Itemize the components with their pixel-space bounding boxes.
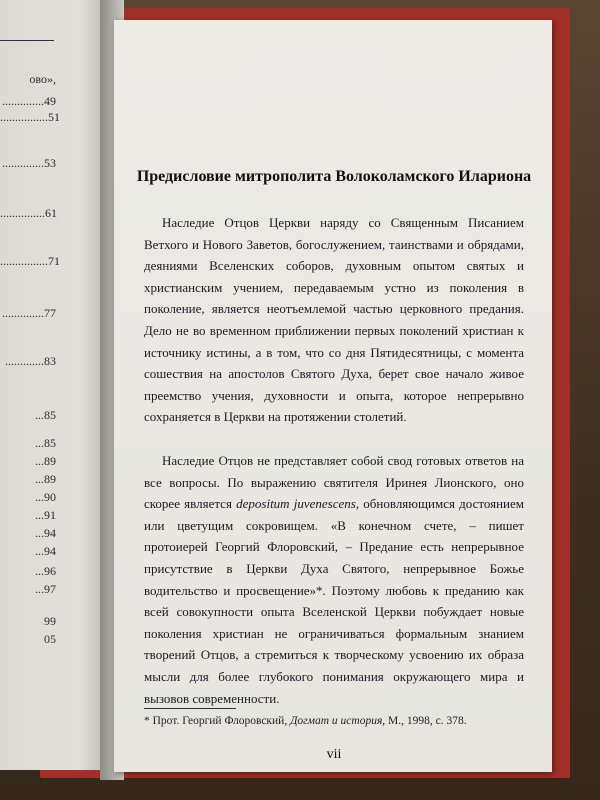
paragraph-2 <box>144 450 524 709</box>
toc-entry: ................51 <box>0 110 60 124</box>
toc-entry: ...94 <box>35 526 56 540</box>
toc-entry: ..............49 <box>2 94 56 108</box>
latin-phrase: depositum juvenescens <box>236 496 356 512</box>
toc-entry: ...89 <box>35 454 56 468</box>
toc-entry: 99 <box>44 614 56 628</box>
page-title: Предисловие митрополита Волоколамского Илариона <box>136 168 532 185</box>
toc-entry: ..............53 <box>2 156 56 170</box>
footnote-rule <box>144 708 236 709</box>
toc-entry: ...91 <box>35 508 56 522</box>
paragraph-2-text-start: Наследие Отцов не представляет собой свод готовых ответов на все вопросы. По выражению святителя Иринея Лионского, оно скорее является <box>144 453 524 512</box>
toc-entry: ...............61 <box>0 206 57 220</box>
toc-entry: ...96 <box>35 564 56 578</box>
page-number: vii <box>326 747 342 762</box>
footnote-book-title: Догмат и история <box>290 715 383 727</box>
paragraph-1: Наследие Отцов Церкви наряду со Священным Писанием Ветхого и Нового Заветов, богослужением, таинствами и обрядами, деяниями Вселенских соборов, духовным опытом святых и христианским учением, передаваемым устно из поколения в поколение, является неотъемлемой частью церковного предания. Дело не во временном приближении первых поколений христиан к источнику истины, а в том, что со дня Пятидесятницы, с момента сошествия на апостолов Святого Духа, берет свое начало живое преемство учения, духовности и опыта, которое непрерывно сохраняется в Церкви на протяжении столетий. <box>144 215 524 425</box>
footnote-mark: * <box>144 715 150 727</box>
left-page <box>0 0 112 770</box>
toc-entry: ..............77 <box>2 306 56 320</box>
footnote <box>144 714 524 729</box>
right-page <box>114 20 552 772</box>
toc-entry: 05 <box>44 632 56 646</box>
toc-list <box>0 0 60 770</box>
footnote-text-end: , М., 1998, с. 378. <box>382 715 467 727</box>
toc-entry: ...89 <box>35 472 56 486</box>
toc-entry: ...85 <box>35 436 56 450</box>
paragraph-2-text-end: , обновляющимся достоянием или цветущим сокровищем. «В конечном счете, – пишет протоиерей Георгий Флоровский, – Предание есть непрерывное присутствие в Церкви Духа Святого, непрерывное Божье водительство и просвещение»*. Поэтому любовь к преданию как всей совокупности опыта Вселенской Церкви побуждает новые поколения христиан не ограничиваться формальным знанием творений Отцов, а стремиться к творческому усвоению их образа мысли для более глубокого понимания окружающего мира и вызовов современности. <box>144 496 524 706</box>
toc-entry: ...85 <box>35 408 56 422</box>
toc-entry: ово», <box>29 72 56 86</box>
toc-entry: ...90 <box>35 490 56 504</box>
toc-entry: ................71 <box>0 254 60 268</box>
toc-entry: ...94 <box>35 544 56 558</box>
footnote-text-start: Прот. Георгий Флоровский, <box>152 715 291 727</box>
toc-entry: ...97 <box>35 582 56 596</box>
toc-entry: .............83 <box>5 354 56 368</box>
